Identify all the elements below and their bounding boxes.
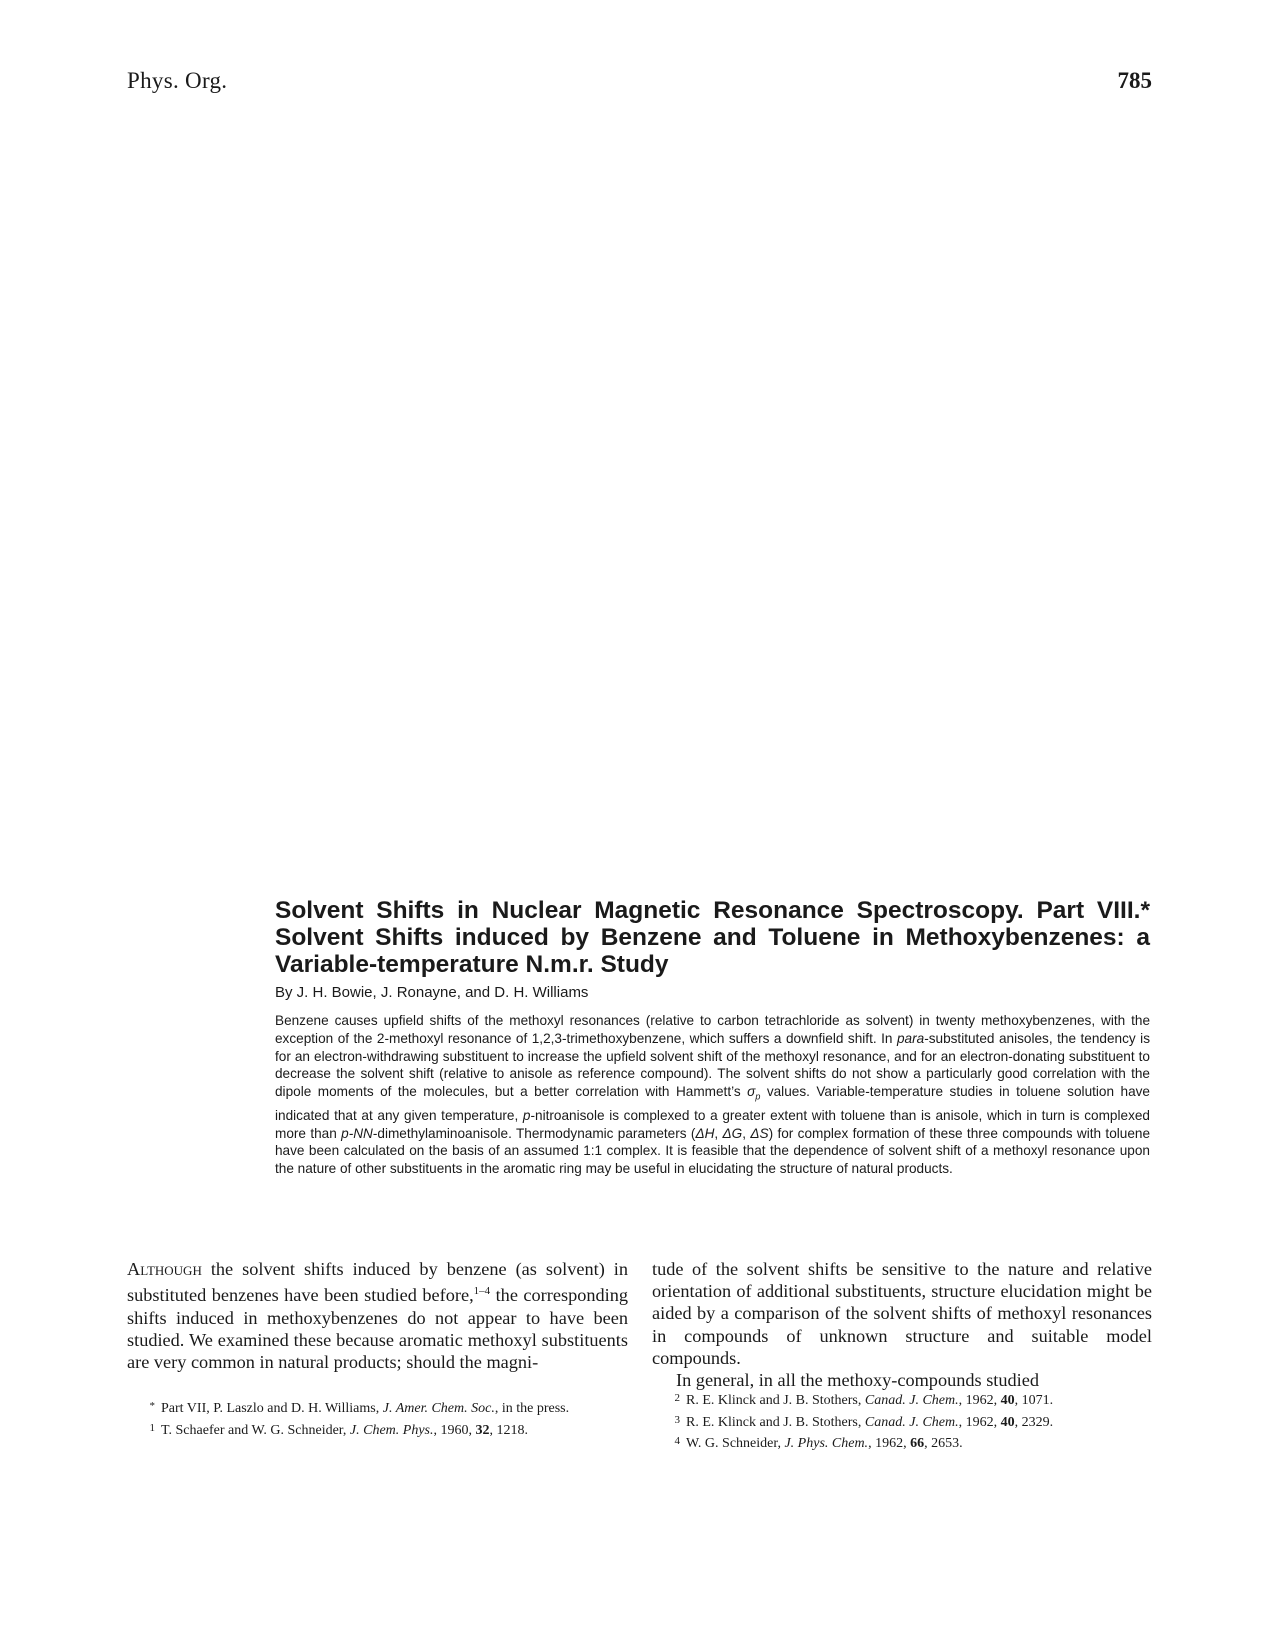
page-number: 785 xyxy=(1117,68,1152,93)
running-head: Phys. Org. xyxy=(127,68,228,93)
body-paragraph-2: tude of the solvent shifts be sensitive to the nature and relative orientation of additional substituents, structure elucidation might be aided by a comparison of the solvent shifts of methoxyl resonances in compounds of unknown structure and suitable model compounds. xyxy=(652,1259,1152,1368)
footnote-3: 3 R. E. Klinck and J. B. Stothers, Canad. J. Chem., 1962, 40, 2329. xyxy=(674,1413,1054,1430)
reference-marker[interactable]: 1–4 xyxy=(473,1285,491,1298)
abstract: Benzene causes upfield shifts of the methoxyl resonances (relative to carbon tetrachloride as solvent) in twenty methoxybenzenes, with the exception of the 2-methoxyl resonance of 1,2,3-trimethoxybenzene, which suffers a downfield shift. In para-substituted anisoles, the tendency is for an electron-withdrawing substituent to increase the upfield solvent shift of the methoxyl resonance, and for an electron-donating substituent to decrease the solvent shift (relative to anisole as reference compound). The solvent shifts do not show a particularly good correlation with the dipole moments of the molecules, but a better correlation with Hammett’s $\sigma_p$ values. Variable-temperature studies in toluene solution have indicated that at any given temperature, p-nitroanisole is complexed to a greater extent with toluene than is anisole, which in turn is complexed more than p-NN-dimethylaminoanisole. Thermodynamic parameters (ΔH, ΔG, ΔS) for complex formation of these three compounds with toluene have been calculated on the basis of an assumed 1:1 complex. It is feasible that the dependence of solvent shift of a methoxyl resonance upon the nature of other substituents in the aromatic ring may be useful in elucidating the structure of natural products. xyxy=(275,1013,1151,1177)
footnote-2: 2 R. E. Klinck and J. B. Stothers, Canad. J. Chem., 1962, 40, 1071. xyxy=(674,1392,1054,1409)
body-paragraph-3: In general, in all the methoxy-compounds studied xyxy=(676,1370,1040,1391)
article-authors: By J. H. Bowie, J. Ronayne, and D. H. Williams xyxy=(275,984,589,1001)
article-title: Solvent Shifts in Nuclear Magnetic Resonance Spectroscopy. Part VIII.* Solvent Shifts induced by Benzene and Toluene in Methoxybenzenes: a Variable-temperature N.m.r. Study xyxy=(275,897,1150,978)
drop-word: Although xyxy=(127,1259,202,1279)
footnote-1: 1 T. Schaefer and W. G. Schneider, J. Chem. Phys., 1960, 32, 1218. xyxy=(149,1421,528,1438)
right-column xyxy=(652,1258,1152,1452)
footnote-star: * Part VII, P. Laszlo and D. H. Williams, J. Amer. Chem. Soc., in the press. xyxy=(149,1400,570,1417)
left-column xyxy=(127,1258,628,1438)
body-paragraph-1: Although the solvent shifts induced by benzene (as solvent) in substituted benzenes have been studied before,$^{1-4}$ the corresponding shifts induced in methoxybenzenes do not appear to have been studied. We examined these because aromatic methoxyl substituents are very common in natural products; should the magni- xyxy=(127,1259,628,1372)
footnote-4: 4 W. G. Schneider, J. Phys. Chem., 1962, 66, 2653. xyxy=(674,1435,963,1452)
